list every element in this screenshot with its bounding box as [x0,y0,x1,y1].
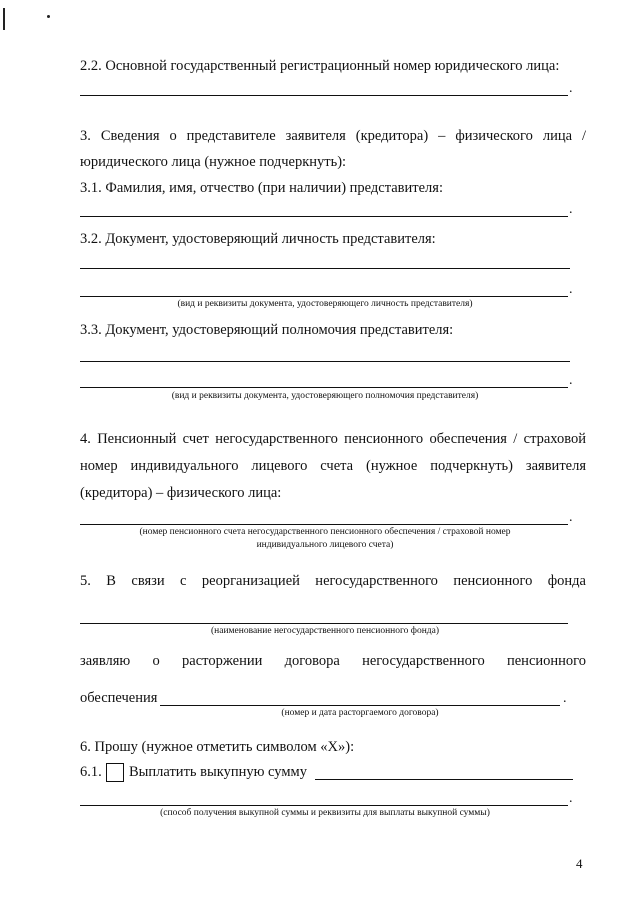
payment-method-end: . [569,791,573,806]
section-3-1-label: 3.1. Фамилия, имя, отчество (при наличии) представителя: [80,180,443,196]
ogrn-field-end: . [569,81,573,96]
section-4-line-3: (кредитора) – физического лица: [80,485,282,501]
identity-doc-line-2[interactable] [80,296,568,297]
section-3-line-2: юридического лица (нужное подчеркнуть): [80,154,347,170]
pension-account-line[interactable] [80,524,568,525]
section-6-1-label: Выплатить выкупную сумму [129,764,307,780]
authority-doc-line-2[interactable] [80,387,568,388]
section-3-3-label: 3.3. Документ, удостоверяющий полномочия представителя: [80,322,454,338]
section-3-2-label: 3.2. Документ, удостоверяющий личность представителя: [80,231,436,247]
section-3-line-1: 3. Сведения о представителе заявителя (кредитора) – физического лица / [80,128,586,144]
identity-doc-caption: (вид и реквизиты документа, удостоверяющего личность представителя) [177,299,473,309]
section-5-line-1: 5. В связи с реорганизацией негосударственного пенсионного фонда [80,573,586,589]
payment-method-caption: (способ получения выкупной суммы и реквизиты для выплаты выкупной суммы) [160,808,490,818]
contract-number-caption: (номер и дата расторгаемого договора) [281,708,439,718]
identity-doc-end: . [569,282,573,297]
section-6-label: 6. Прошу (нужное отметить символом «Х»): [80,739,355,755]
authority-doc-caption: (вид и реквизиты документа, удостоверяющего полномочия представителя) [171,391,479,401]
contract-number-end: . [563,691,567,706]
section-6-1-number: 6.1. [80,764,102,780]
section-4-line-2: номер индивидуального лицевого счета (нужное подчеркнуть) заявителя [80,458,586,474]
representative-name-line[interactable] [80,216,568,217]
section-5-line-3: обеспечения [80,690,158,706]
fund-name-caption: (наименование негосударственного пенсионного фонда) [211,626,439,636]
representative-name-end: . [569,202,573,217]
payment-method-line[interactable] [80,805,568,806]
page-number: 4 [576,856,583,871]
identity-doc-line-1[interactable] [80,268,570,269]
authority-doc-end: . [569,373,573,388]
pension-account-caption-1: (номер пенсионного счета негосударственного пенсионного обеспечения / страховой номер [139,527,511,537]
redemption-checkbox[interactable] [106,763,124,782]
section-2-2-label: 2.2. Основной государственный регистрационный номер юридического лица: [80,58,560,74]
redemption-amount-line[interactable] [315,779,573,780]
contract-number-line[interactable] [160,705,560,706]
scan-mark-left [3,8,5,30]
pension-account-end: . [569,510,573,525]
authority-doc-line-1[interactable] [80,361,570,362]
pension-account-caption-2: индивидуального лицевого счета) [256,540,394,550]
ogrn-field-line[interactable] [80,95,568,96]
section-5-line-2: заявляю о расторжении договора негосударственного пенсионного [80,653,586,669]
scan-mark-dot [47,15,50,18]
section-4-line-1: 4. Пенсионный счет негосударственного пенсионного обеспечения / страховой [80,431,586,447]
fund-name-line[interactable] [80,623,568,624]
